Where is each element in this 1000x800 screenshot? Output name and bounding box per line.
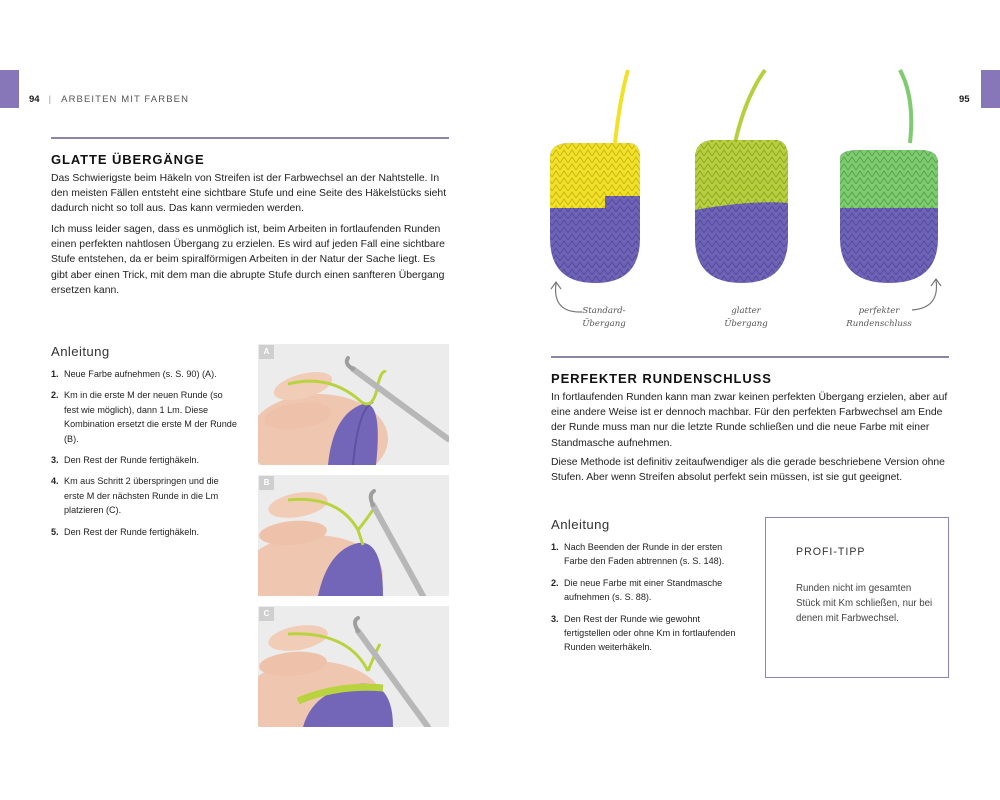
list-item: 2. Die neue Farbe mit einer Standmasche aufnehmen (s. S. 88). (551, 577, 723, 603)
intro-paragraph-2: Ich muss leider sagen, dass es unmöglich ist, beim Arbeiten in fortlaufenden Runden einen perfekten nahtlosen Übergang zu erzielen. Es wird auf jeden Fall eine sichtbare Stufe entstehen, da er beim spiralförmigen Arbeiten in der Natur der Sache liegt. Es gibt aber einen Trick, mit dem man die abrupte Stufe durch einen sanfteren Übergang ersetzen kann. (51, 224, 445, 296)
list-item: 1. Neue Farbe aufnehmen (s. S. 90) (A). (51, 369, 217, 379)
list-item: 2. Km in die erste M der neuen Runde (so fest wie möglich), dann 1 Lm. Diese Kombination ersetzt die erste M der Runde (B). (51, 390, 237, 444)
page-number-left: 94 (29, 94, 40, 105)
running-head-left: 94 | ARBEITEN MIT FARBEN (29, 94, 190, 105)
section-rule-left (51, 137, 449, 139)
pro-tip-box (765, 517, 949, 678)
photo-label-b: B (259, 476, 274, 490)
page-tab-left (0, 70, 19, 108)
pro-tip-title: PROFI-TIPP (796, 546, 866, 558)
section-rule-right (551, 356, 949, 358)
photo-label-a: A (259, 345, 274, 359)
color-change-comparison-photo (520, 58, 960, 336)
method-paragraph-1: In fortlaufenden Runden kann man zwar keinen perfekten Übergang erzielen, aber auf eine andere Weise ist er dennoch machbar. Für den perfekten Farbwechsel am Ende der Runde muss man nur die letzte Runde schließen und die neue Farbe mit einer Standmasche aufnehmen. (551, 392, 948, 449)
instructions-heading-left: Anleitung (51, 344, 110, 359)
method-paragraph-2: Diese Methode ist definitiv zeitaufwendiger als die gerade beschriebene Version ohne Stufen. Aber wenn Streifen absolut perfekt sein müssen, ist sie gut geeignet. (551, 457, 945, 484)
list-item: 3. Den Rest der Runde wie gewohnt fertigstellen oder ohne Km in fortlaufenden Runden weiterhäkeln. (551, 613, 736, 653)
photo-label-c: C (259, 607, 274, 621)
section-title-left: GLATTE ÜBERGÄNGE (51, 152, 205, 167)
crochet-photo-c (258, 606, 449, 727)
page-number-right: 95 (959, 94, 970, 105)
caption-perfect: perfekter Rundenschluss (846, 306, 912, 329)
section-title-right: PERFEKTER RUNDENSCHLUSS (551, 371, 772, 386)
intro-paragraph-1: Das Schwierigste beim Häkeln von Streifen ist der Farbwechsel an der Nahtstelle. In den meisten Fällen entsteht eine sichtbare Stufe und eine Seite des Häkelstücks sieht dadurch nicht so toll aus. Das kann vermieden werden. (51, 173, 447, 215)
list-item: 3. Den Rest der Runde fertighäkeln. (51, 455, 199, 466)
caption-standard: Standard- Übergang (582, 306, 626, 329)
crochet-photo-a (258, 344, 449, 465)
crochet-photo-b (258, 475, 449, 596)
list-item: 5. Den Rest der Runde fertighäkeln. (51, 526, 199, 537)
step-photo-b (258, 475, 449, 596)
instructions-heading-right: Anleitung (551, 517, 610, 532)
running-head-right (959, 94, 970, 105)
instructions-list-left (51, 367, 239, 546)
instructions-list-right (551, 540, 741, 662)
list-item: 1. Nach Beenden der Runde in der ersten Farbe den Faden abtrennen (s. S. 148). (551, 542, 725, 567)
step-photo-c (258, 606, 449, 727)
page-tab-right (981, 70, 1000, 108)
running-head-title: ARBEITEN MIT FARBEN (61, 94, 190, 105)
pro-tip-text: Runden nicht im gesamten Stück mit Km schließen, nur bei denen mit Farbwechsel. (796, 583, 933, 625)
step-photo-a (258, 344, 449, 465)
list-item: 4. Km aus Schritt 2 überspringen und die erste M der nächsten Runde in die Lm platzieren (C). (51, 476, 219, 516)
caption-smooth: glatter Übergang (724, 306, 768, 329)
